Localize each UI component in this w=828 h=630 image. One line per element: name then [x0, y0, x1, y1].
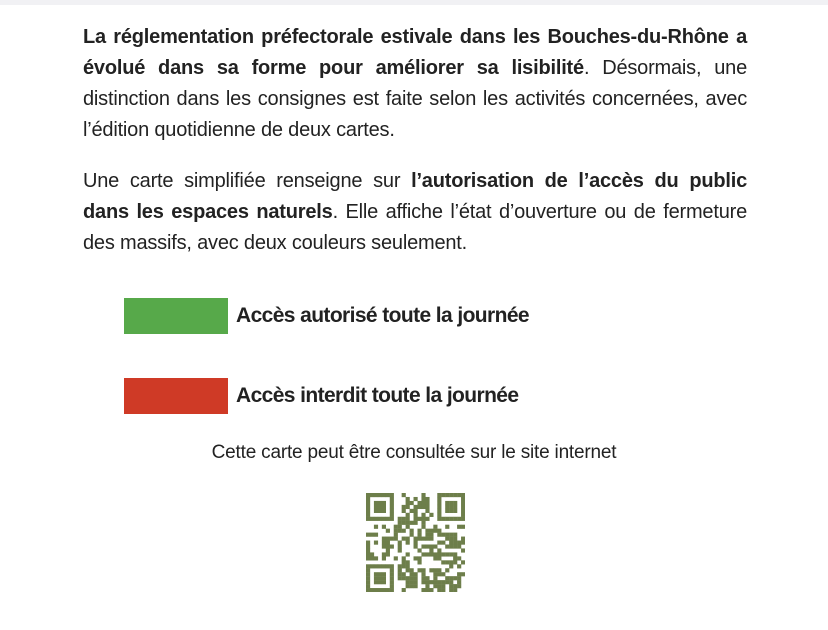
green-swatch: [124, 298, 228, 334]
top-bar: [0, 0, 828, 5]
intro-bold-period: .: [583, 57, 590, 79]
red-swatch: [124, 378, 228, 414]
legend-label-forbidden: Accès interdit toute la journée: [236, 384, 519, 407]
map-text-before: Une carte simplifiée renseigne sur: [83, 170, 412, 192]
map-description-paragraph: [83, 166, 747, 259]
intro-bold-text: La réglementation préfectorale estivale dans les Bouches-du-Rhône a évolué dans sa forme pour améliorer sa lisibilité: [83, 26, 747, 79]
legend-item-authorized: [124, 298, 529, 334]
caption: Cette carte peut être consultée sur le site internet: [211, 442, 617, 463]
text-content: [83, 22, 747, 259]
intro-paragraph: [83, 22, 747, 146]
map-bold-text: l’autorisation de l’accès du public dans les espaces naturels: [83, 170, 748, 223]
intro-text: Désormais, une distinction dans les consignes est faite selon les activités concernées, avec l’édition quotidienne de deux cartes.: [83, 57, 747, 141]
map-text-after: . Elle affiche l’état d’ouverture ou de fermeture des massifs, avec deux couleurs seulement.: [83, 201, 748, 254]
qr-code-icon[interactable]: [366, 493, 465, 592]
legend-item-forbidden: [124, 378, 518, 414]
legend-label-authorized: Accès autorisé toute la journée: [236, 304, 529, 327]
